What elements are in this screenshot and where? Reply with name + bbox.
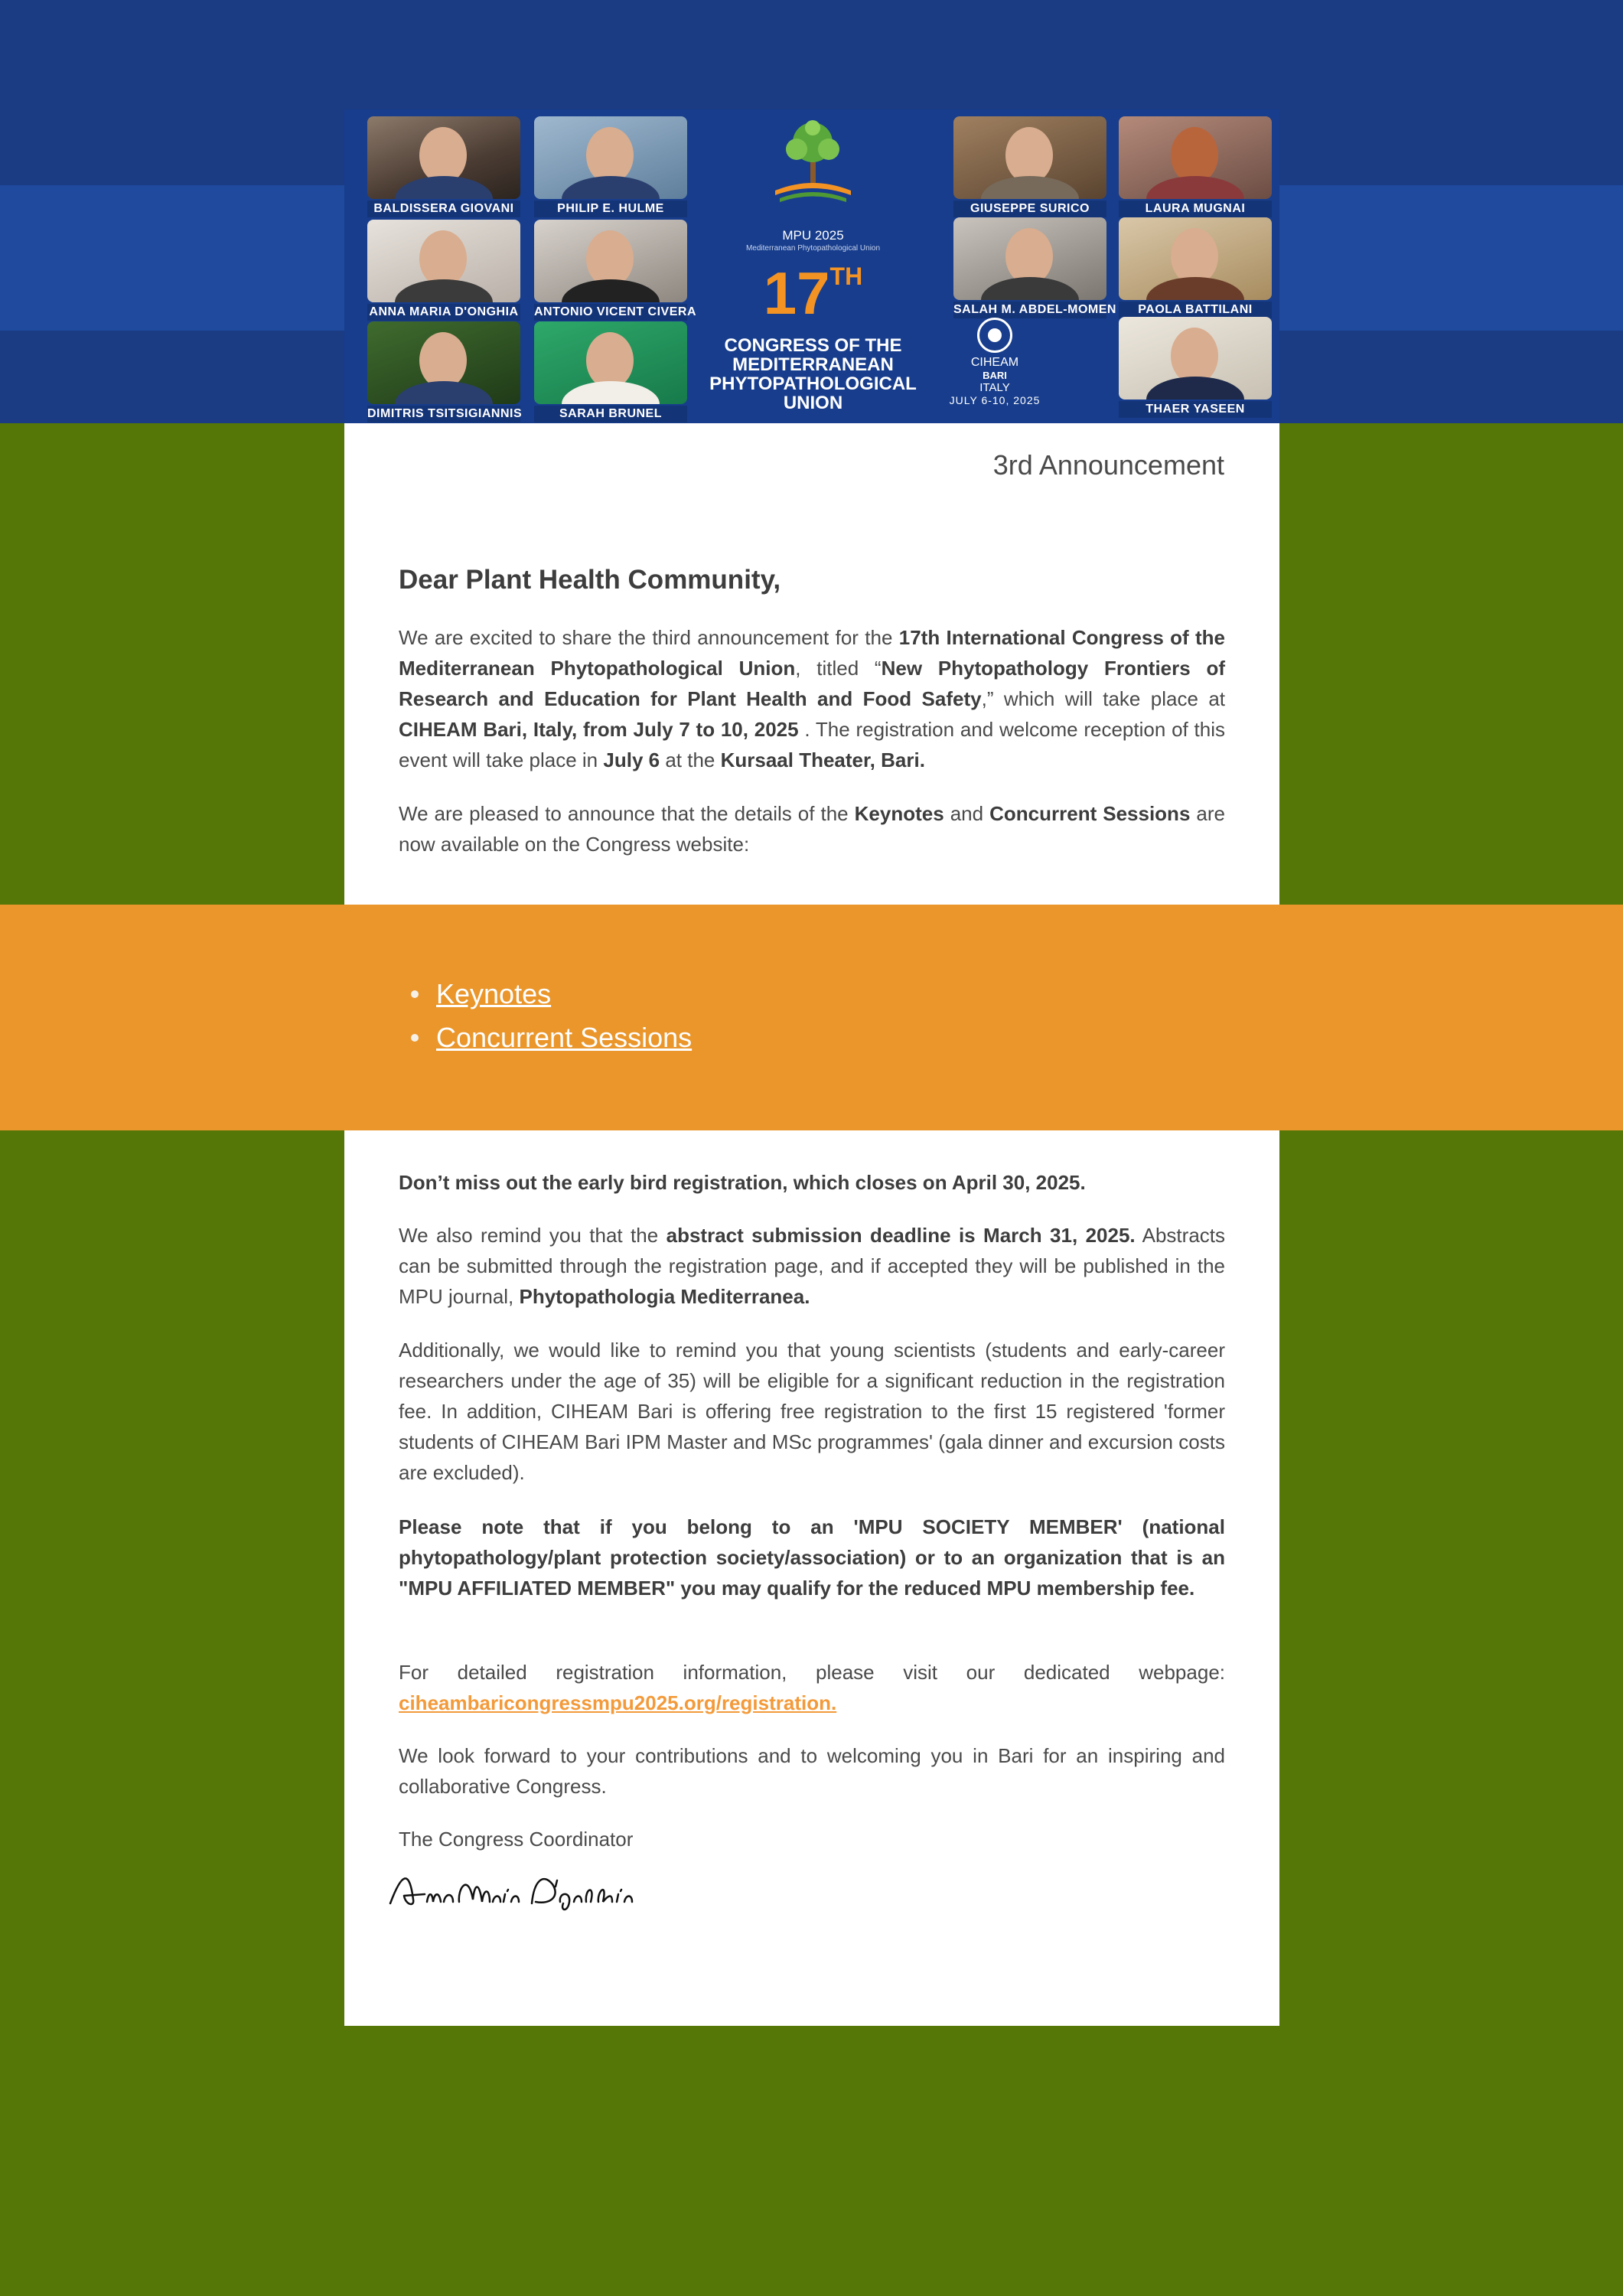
- speaker-card: [1119, 116, 1272, 217]
- congress-title: CONGRESS OF THE MEDITERRANEAN PHYTOPATHOLOGICAL UNION: [709, 335, 917, 413]
- mpu-logo: [709, 109, 917, 423]
- signature: [383, 1857, 658, 1926]
- letter-card-bottom: [344, 1130, 1279, 2026]
- letter-card-top: [344, 423, 1279, 905]
- speaker-photo: [1119, 317, 1272, 400]
- speaker-card: [1119, 317, 1272, 418]
- speaker-card: [367, 116, 520, 217]
- speaker-photo: [953, 217, 1106, 300]
- speaker-card: [1119, 217, 1272, 318]
- edition-suffix: TH: [829, 263, 863, 290]
- session-links: [436, 972, 692, 1059]
- speaker-name: ANNA MARIA D'ONGHIA: [367, 304, 520, 321]
- closing-paragraph: We look forward to your contributions and to welcoming you in Bari for an inspiring and collaborative Congress.: [399, 1744, 1225, 1798]
- speaker-photo: [367, 321, 520, 404]
- registration-link[interactable]: ciheambaricongressmpu2025.org/registration.: [399, 1691, 837, 1714]
- speaker-photo: [1119, 116, 1272, 199]
- membership-paragraph: Please note that if you belong to an 'MPU SOCIETY MEMBER' (national phytopathology/plant protection society/association) or to an organization that is an "MPU AFFILIATED MEMBER" you may qualify for the reduced MPU membership fee.: [399, 1515, 1225, 1600]
- speaker-name: LAURA MUGNAI: [1119, 201, 1272, 217]
- speaker-name: GIUSEPPE SURICO: [953, 201, 1106, 217]
- speaker-card: [534, 116, 687, 217]
- speaker-card: [953, 116, 1106, 217]
- sessions-paragraph: We are pleased to announce that the details of the Keynotes and Concurrent Sessions are now available on the Congress website:: [399, 802, 1225, 856]
- mpu-subtitle: Mediterranean Phytopathological Union: [745, 244, 881, 253]
- links-band: [0, 905, 1623, 1130]
- congress-banner: [344, 109, 1279, 423]
- intro-paragraph: We are excited to share the third announcement for the 17th International Congress of the Mediterranean Phytopathological Union, titled “New Phytopathology Frontiers of Research and Education for Plant Health and Food Safety,” which will take place at CIHEAM Bari, Italy, from July 7 to 10, 2025 . The registration and welcome reception of this event will take place in July 6 at the Kursaal Theater, Bari.: [399, 626, 1226, 771]
- speaker-card: [953, 217, 1116, 318]
- list-item: [436, 1016, 692, 1059]
- speaker-name: SALAH M. ABDEL-MOMEN: [953, 302, 1106, 318]
- keynotes-link[interactable]: Keynotes: [436, 978, 552, 1009]
- speaker-photo: [534, 220, 687, 302]
- tree-logo-icon: [769, 116, 857, 207]
- greeting: Dear Plant Health Community,: [399, 565, 781, 595]
- speaker-photo: [1119, 217, 1272, 300]
- ciheam-name: CIHEAM: [970, 356, 1019, 369]
- ciheam-city: BARI: [983, 370, 1007, 381]
- speaker-name: DIMITRIS TSITSIGIANNIS: [367, 406, 520, 422]
- coordinator-label: The Congress Coordinator: [399, 1828, 634, 1851]
- abstract-paragraph: We also remind you that the abstract submission deadline is March 31, 2025. Abstracts can be submitted through the registration page, and if accepted they will be published in the MPU journal, Phytopathologia Mediterranea.: [399, 1224, 1225, 1308]
- speaker-name: ANTONIO VICENT CIVERA: [534, 304, 687, 321]
- list-item: [436, 972, 692, 1016]
- speaker-name: PAOLA BATTILANI: [1119, 302, 1272, 318]
- ciheam-country: ITALY: [979, 381, 1010, 394]
- announcement-title: 3rd Announcement: [992, 449, 1224, 481]
- ciheam-logo: [945, 318, 1045, 406]
- speaker-photo: [534, 116, 687, 199]
- speaker-name: BALDISSERA GIOVANI: [367, 201, 520, 217]
- edition-number: 17TH: [763, 259, 863, 327]
- speaker-card: [367, 321, 523, 422]
- speaker-photo: [367, 220, 520, 302]
- congress-dates: JULY 6-10, 2025: [949, 394, 1041, 406]
- ciheam-emblem-icon: [977, 318, 1012, 353]
- early-bird-notice: Don’t miss out the early bird registration, which closes on April 30, 2025.: [399, 1171, 1086, 1194]
- registration-paragraph: For detailed registration information, please visit our dedicated webpage: ciheambaricongressmpu2025.org/registration.: [399, 1661, 1225, 1714]
- speaker-card: [534, 321, 687, 422]
- speaker-photo: [953, 116, 1106, 199]
- speaker-photo: [534, 321, 687, 404]
- concurrent-sessions-link[interactable]: Concurrent Sessions: [436, 1022, 693, 1053]
- young-scientists-paragraph: Additionally, we would like to remind you that young scientists (students and early-career researchers under the age of 35) will be eligible for a significant reduction in the registration fee. In addition, CIHEAM Bari is offering free registration to the first 15 registered 'former students of CIHEAM Bari IPM Master and MSc programmes' (gala dinner and excursion costs are excluded).: [399, 1339, 1225, 1484]
- speaker-name: PHILIP E. HULME: [534, 201, 687, 217]
- mpu-title: MPU 2025: [782, 228, 844, 243]
- speaker-card: [367, 220, 520, 321]
- speaker-name: SARAH BRUNEL: [534, 406, 687, 422]
- speaker-name: THAER YASEEN: [1119, 401, 1272, 418]
- speaker-card: [534, 220, 696, 321]
- speaker-photo: [367, 116, 520, 199]
